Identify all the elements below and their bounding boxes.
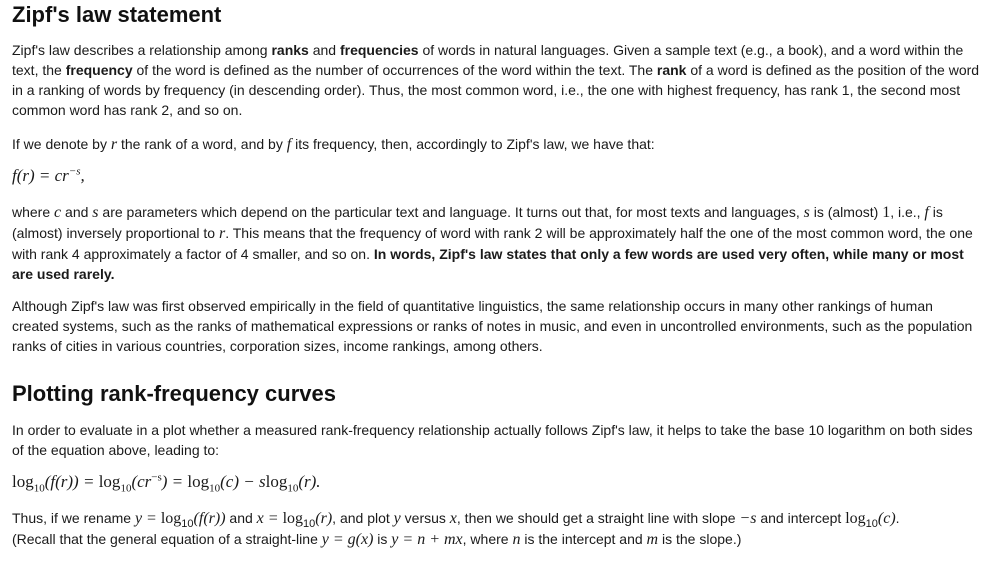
text: Zipf's law describes a relationship among (12, 42, 272, 58)
math-number: 1 (882, 204, 891, 221)
equation-zipf (12, 166, 85, 186)
math-var: x = (256, 510, 283, 527)
equation-subscript: 10 (120, 482, 132, 495)
math-var: (r) (315, 510, 333, 527)
equation-text: log (98, 472, 121, 491)
math-var: m (646, 531, 659, 548)
text: the rank of a word, and by (117, 136, 287, 152)
text: , and plot (332, 510, 394, 526)
math-var: y = (134, 510, 161, 527)
math-var: n (512, 531, 521, 548)
paragraph-log-intro: In order to evaluate in a plot whether a measured rank-frequency relationship actually follows Zipf's law, it helps to take the base 10 logarithm on both sides of the equation above, leading to: (12, 422, 973, 458)
equation-text: , (80, 166, 85, 185)
math-var: −s (739, 510, 757, 527)
bold-summary: In words, Zipf's law states that only a few words are used very often, while many or most are used rarely. (12, 246, 964, 282)
text: of a word is defined as the position of the word in a ranking of words by frequency (in descending order). Thus, the most common word, i.e., the one with highest frequency, has rank 1, the second most common word has rank 2, and so on. (12, 62, 980, 118)
text: , where (462, 531, 513, 547)
equation-text: ) = (161, 472, 188, 491)
equation-subscript: 10 (33, 482, 45, 495)
text: , i.e., (890, 204, 925, 220)
equation-text: f(r) = cr (12, 166, 69, 185)
equation-exponent: −s (151, 471, 162, 484)
equation-log-form (12, 471, 321, 495)
equation-text: (f(r)) = (44, 472, 99, 491)
equation-subscript: 10 (287, 482, 299, 495)
text: is (373, 531, 392, 547)
equation-text: (c) − s (220, 472, 266, 491)
text: is (almost) inversely proportional to (12, 204, 943, 241)
math-var: r (110, 136, 118, 153)
equation-exponent: −s (68, 165, 81, 178)
text: . This means that the frequency of word with rank 2 will be approximately half the one of the most common word, the one with rank 4 approximately a factor of 4 smaller, and so on. (12, 225, 973, 262)
math-var: y (393, 510, 401, 527)
equation-text: (r). (298, 472, 321, 491)
math-subscript: 10 (303, 517, 316, 530)
text: and (225, 510, 257, 526)
paragraph-definition (12, 40, 982, 120)
section-title-plotting: Plotting rank-frequency curves (12, 381, 336, 406)
math-var: y = g(x) (321, 531, 374, 548)
math-var: f (286, 136, 292, 153)
math-var: (f(r)) (193, 510, 226, 527)
bold-term: frequency (65, 62, 133, 78)
text: of the word is defined as the number of occurrences of the word within the text. The (132, 62, 657, 78)
text: is the intercept and (520, 531, 647, 547)
text: where (12, 204, 55, 220)
math-var: f (924, 204, 929, 221)
paragraph-parameters (12, 202, 982, 284)
paragraph-notation (12, 134, 982, 155)
equation-text: log (187, 472, 210, 491)
text: Thus, if we rename (12, 510, 135, 526)
equation-text: log (12, 472, 34, 491)
paragraph-applications: Although Zipf's law was first observed empirically in the field of quantitative linguistics, the same relationship occurs in many other rankings of human created systems, such as the ranks of mathematical expressions or ranks of notes in music, and even in uncontrolled environments, such as the population ranks of cities in various countries, corporation sizes, income rankings, among others. (12, 298, 973, 354)
text: (Recall that the general equation of a straight-line (12, 531, 322, 547)
text: and (308, 42, 340, 58)
math-var: r (218, 225, 226, 242)
text: versus (400, 510, 450, 526)
bold-term: frequencies (339, 42, 419, 58)
math-subscript: 10 (865, 517, 878, 530)
text: are parameters which depend on the particular text and language. It turns out that, for most texts and languages, (98, 204, 804, 220)
math-var: y = n + mx (391, 531, 463, 548)
math-text: log (845, 510, 866, 527)
text: is the slope.) (658, 531, 742, 547)
text: its frequency, then, accordingly to Zipf's law, we have that: (291, 136, 655, 152)
text: of words in natural languages. Given a sample text (e.g., a book), and a word within the text, the (12, 42, 964, 78)
text: and (61, 204, 93, 220)
equation-text: (cr (131, 472, 152, 491)
text: If we denote by (12, 136, 111, 152)
math-text: log (160, 510, 182, 527)
section-title-zipfs-law: Zipf's law statement (12, 2, 222, 27)
math-var: x (449, 510, 457, 527)
math-var: s (92, 204, 99, 221)
text: is (almost) (809, 204, 883, 220)
math-var: (c) (877, 510, 896, 527)
text: , then we should get a straight line with slope (456, 510, 740, 526)
math-var: c (54, 204, 62, 221)
equation-text: log (265, 472, 288, 491)
text: . (895, 510, 900, 526)
bold-term: ranks (271, 42, 309, 58)
bold-term: rank (656, 62, 687, 78)
math-var: s (803, 204, 810, 221)
paragraph-linear-form (12, 508, 982, 550)
math-text: log (282, 510, 304, 527)
text: and intercept (756, 510, 846, 526)
equation-subscript: 10 (209, 482, 221, 495)
math-subscript: 10 (181, 517, 194, 530)
